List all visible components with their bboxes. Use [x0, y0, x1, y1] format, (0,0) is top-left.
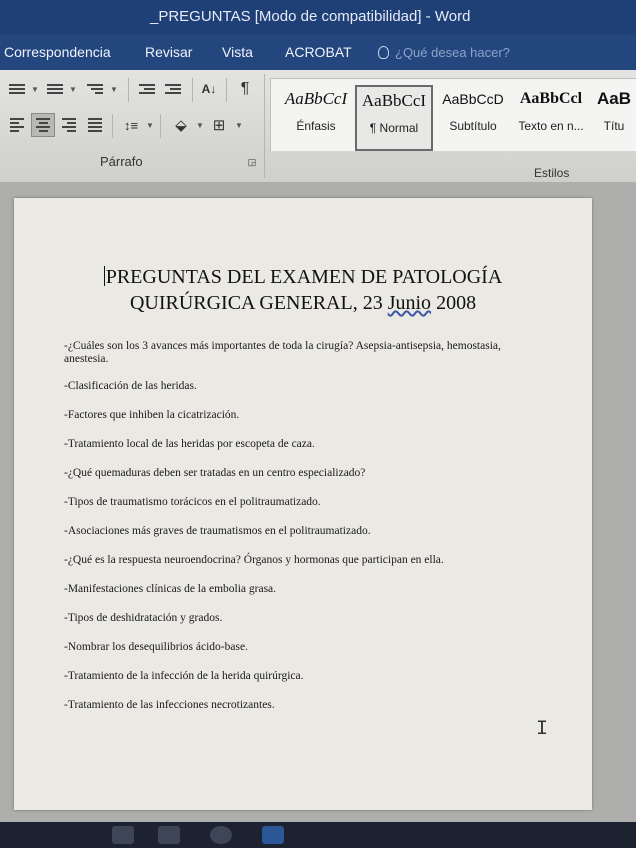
title-line-2-prefix: QUIRÚRGICA GENERAL, 23	[129, 292, 388, 314]
tab-revisar[interactable]: Revisar	[145, 44, 193, 60]
tab-vista[interactable]: Vista	[222, 44, 253, 60]
ribbon	[0, 70, 636, 183]
style-name: ¶ Normal	[369, 121, 419, 135]
tab-acrobat[interactable]: ACROBAT	[285, 44, 352, 60]
style-enfasis[interactable]	[277, 85, 355, 147]
window-title: _PREGUNTAS [Modo de compatibilidad] - Word	[150, 8, 471, 25]
question-7: -Asociaciones más graves de traumatismos en el politraumatizado.	[64, 525, 371, 537]
document-title	[14, 264, 592, 316]
separator	[226, 78, 227, 102]
borders-icon[interactable]: ⊞	[212, 117, 226, 134]
paragraph-dialog-launcher-icon[interactable]: ◲	[247, 156, 257, 167]
borders-dropdown-icon[interactable]: ▼	[235, 121, 243, 130]
taskbar-app-icon[interactable]	[210, 826, 232, 844]
align-center-icon[interactable]	[31, 113, 55, 137]
bullets-icon[interactable]	[6, 78, 28, 100]
sort-icon[interactable]: A↓	[201, 82, 217, 96]
separator	[112, 114, 113, 138]
shading-dropdown-icon[interactable]: ▼	[196, 121, 204, 130]
question-1: -¿Cuáles son los 3 avances más importantes de toda la cirugía? Asepsia-antisepsia, hemostasia, anestesia.	[64, 340, 501, 365]
lightbulb-icon	[378, 46, 389, 59]
style-preview: AaBbCcl	[519, 90, 583, 107]
style-texto-en-negrita[interactable]	[515, 85, 587, 147]
increase-indent-icon[interactable]	[162, 78, 184, 100]
style-preview: AaBbCcI	[361, 91, 427, 110]
style-subtitulo[interactable]	[435, 85, 511, 147]
ribbon-tabs	[0, 34, 636, 70]
separator	[128, 78, 129, 102]
line-spacing-icon[interactable]: ↕≡	[123, 117, 139, 133]
align-left-icon[interactable]	[6, 114, 28, 136]
question-4: -Tratamiento local de las heridas por escopeta de caza.	[64, 438, 315, 450]
separator	[160, 114, 161, 138]
question-12: -Tratamiento de la infección de la herida quirúrgica.	[64, 670, 304, 682]
i-beam-cursor-icon: I	[536, 718, 549, 741]
title-line-2-word: Junio	[387, 292, 432, 314]
style-titulo[interactable]	[593, 85, 635, 147]
question-3: -Factores que inhiben la cicatrización.	[64, 409, 240, 421]
style-preview: AaBbCcD	[442, 91, 504, 107]
question-11: -Nombrar los desequilibrios ácido-base.	[64, 641, 248, 653]
multilevel-list-icon[interactable]	[84, 78, 106, 100]
styles-group-label: Estilos	[534, 166, 570, 180]
taskbar-app-icon[interactable]	[158, 826, 180, 844]
question-9: -Manifestaciones clínicas de la embolia grasa.	[64, 583, 277, 595]
taskbar-app-icon[interactable]	[112, 826, 134, 844]
align-right-icon[interactable]	[58, 114, 80, 136]
taskbar	[0, 822, 636, 848]
tell-me-placeholder: ¿Qué desea hacer?	[395, 45, 510, 60]
word-taskbar-icon[interactable]	[262, 826, 284, 844]
separator	[264, 74, 265, 178]
paragraph-group-label: Párrafo	[100, 154, 143, 169]
document-page[interactable]	[14, 198, 592, 810]
style-name: Énfasis	[296, 119, 336, 133]
style-name: Subtítulo	[449, 119, 497, 133]
question-13: -Tratamiento de las infecciones necrotizantes.	[64, 699, 275, 711]
tab-correspondencia[interactable]: Correspondencia	[4, 44, 111, 60]
decrease-indent-icon[interactable]	[136, 78, 158, 100]
justify-icon[interactable]	[84, 114, 106, 136]
question-5: -¿Qué quemaduras deben ser tratadas en un centro especializado?	[64, 467, 366, 479]
styles-gallery	[270, 78, 636, 151]
multilevel-dropdown-icon[interactable]: ▼	[110, 85, 118, 94]
question-10: -Tipos de deshidratación y grados.	[64, 612, 223, 624]
numbering-dropdown-icon[interactable]: ▼	[69, 85, 77, 94]
style-preview: AaB	[596, 89, 631, 108]
style-normal[interactable]	[355, 85, 433, 151]
line-spacing-dropdown-icon[interactable]: ▼	[146, 121, 154, 130]
style-preview: AaBbCcI	[284, 89, 348, 108]
separator	[192, 78, 193, 102]
style-name: Texto en n...	[518, 119, 584, 133]
numbering-icon[interactable]	[44, 78, 66, 100]
style-name: Títu	[603, 119, 625, 133]
title-line-2-suffix: 2008	[431, 292, 477, 314]
tell-me-box[interactable]	[378, 45, 510, 60]
question-2: -Clasificación de las heridas.	[64, 380, 197, 392]
question-8: -¿Qué es la respuesta neuroendocrina? Órganos y hormonas que participan en ella.	[64, 554, 444, 566]
question-6: -Tipos de traumatismo torácicos en el politraumatizado.	[64, 496, 321, 508]
title-line-1: PREGUNTAS DEL EXAMEN DE PATOLOGÍA	[105, 266, 503, 288]
bullets-dropdown-icon[interactable]: ▼	[31, 85, 39, 94]
shading-icon[interactable]: ⬙	[175, 117, 187, 134]
text-cursor	[104, 266, 105, 286]
pilcrow-icon[interactable]: ¶	[240, 80, 250, 97]
title-bar	[0, 0, 636, 34]
